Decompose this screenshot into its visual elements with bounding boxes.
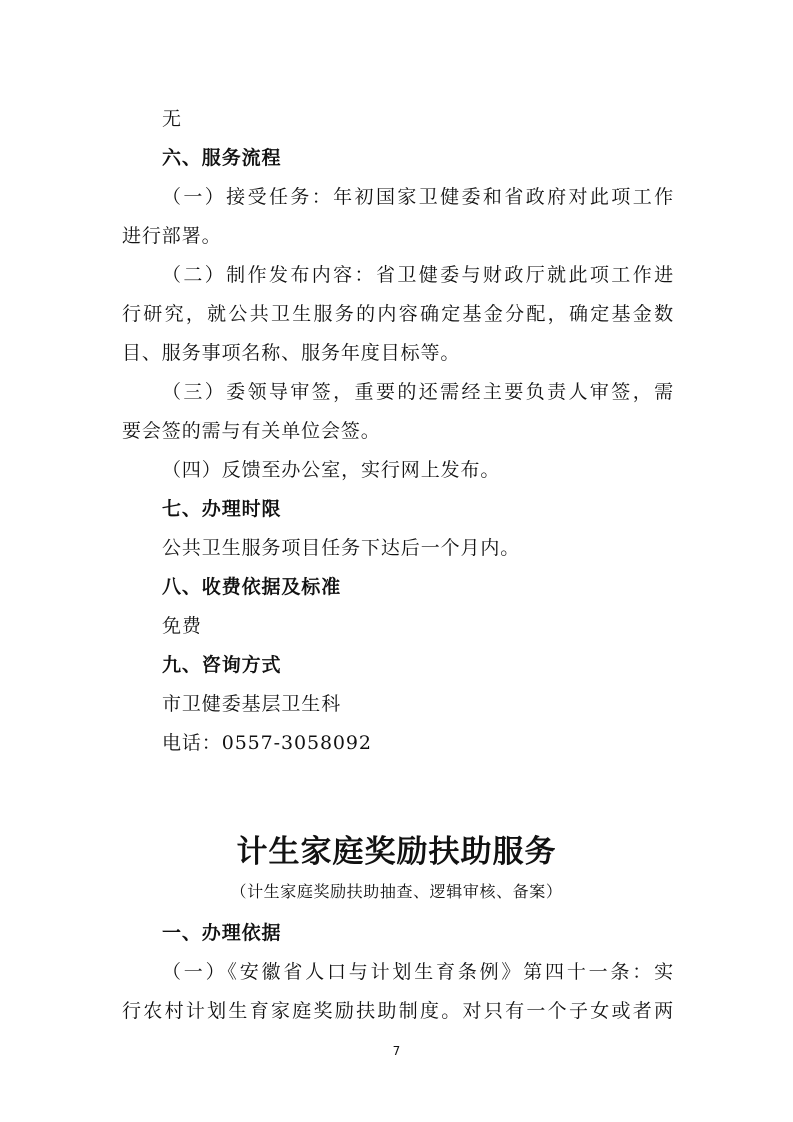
contact-department: 市卫健委基层卫生科 — [162, 693, 342, 715]
section-title: 计生家庭奖励扶助服务 — [236, 834, 557, 870]
section-heading: 六、服务流程 — [162, 147, 282, 169]
section-heading: 八、收费依据及标准 — [162, 576, 342, 598]
paragraph-line: 要会签的需与有关单位会签。 — [122, 420, 381, 442]
paragraph-line: 目、服务事项名称、服务年度目标等。 — [122, 342, 461, 364]
section-heading: 一、办理依据 — [162, 922, 282, 944]
paragraph-line: （四）反馈至办公室，实行网上发布。 — [162, 459, 501, 481]
paragraph-line: （二）制作发布内容：省卫健委与财政厅就此项工作进 — [162, 264, 674, 286]
section-heading: 七、办理时限 — [162, 498, 282, 520]
paragraph-line: 进行部署。 — [122, 225, 222, 247]
paragraph-line: （一）《安徽省人口与计划生育条例》第四十一条：实 — [162, 961, 674, 983]
page-number: 7 — [392, 1044, 401, 1058]
paragraph-line: （一）接受任务：年初国家卫健委和省政府对此项工作 — [162, 186, 674, 208]
contact-phone: 电话：0557-3058092 — [162, 732, 372, 754]
paragraph-line: 免费 — [162, 615, 202, 637]
section-heading: 九、咨询方式 — [162, 654, 282, 676]
paragraph-line: 行研究，就公共卫生服务的内容确定基金分配，确定基金数 — [122, 303, 674, 325]
paragraph-line: 行农村计划生育家庭奖励扶助制度。对只有一个子女或者两 — [122, 1000, 674, 1022]
paragraph-line: 公共卫生服务项目任务下达后一个月内。 — [162, 537, 521, 559]
section-subtitle: （计生家庭奖励扶助抽查、逻辑审核、备案） — [230, 882, 563, 901]
text-line: 无 — [162, 108, 182, 130]
paragraph-line: （三）委领导审签，重要的还需经主要负责人审签，需 — [162, 381, 674, 403]
